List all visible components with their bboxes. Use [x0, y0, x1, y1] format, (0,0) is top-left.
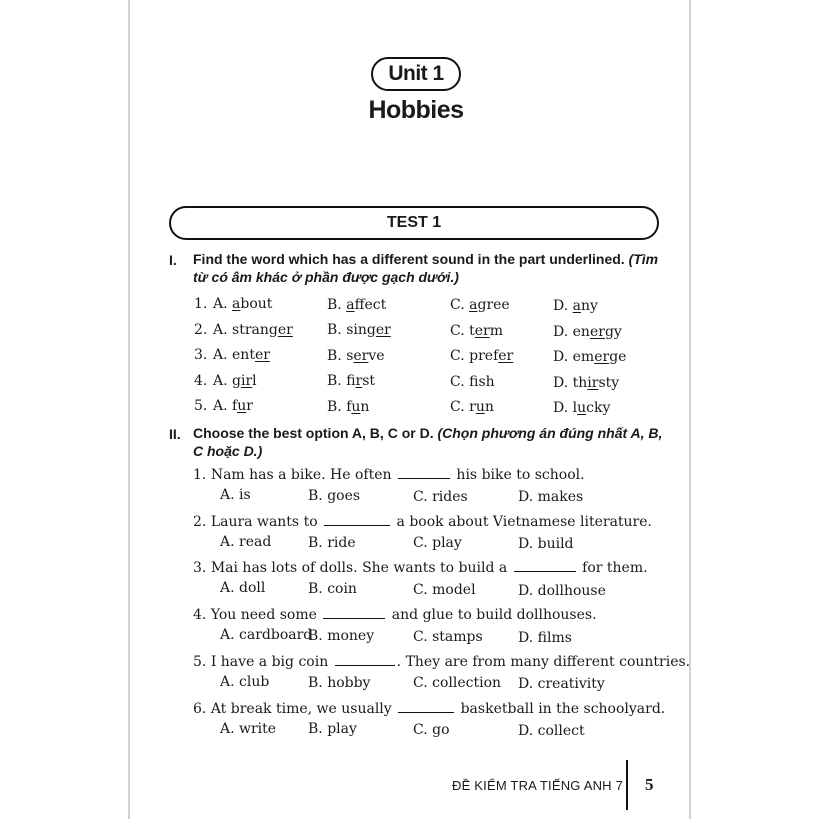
- option-letter: A.: [213, 296, 233, 312]
- word-part: sh: [478, 373, 495, 390]
- stem-after: for them.: [577, 560, 648, 577]
- answer-option: A. is: [220, 487, 251, 503]
- option-letter: C.: [450, 322, 470, 339]
- page-edge-left: [128, 0, 130, 819]
- question-number: 5.: [193, 653, 211, 670]
- word-part: pref: [469, 348, 499, 365]
- question-number: 4.: [193, 607, 211, 624]
- answer-option: C. stamps: [413, 628, 483, 645]
- word-part: ve: [368, 347, 385, 364]
- underlined-part: er: [353, 347, 369, 364]
- question-number: 3.: [193, 560, 211, 577]
- answer-option: [450, 348, 513, 364]
- word-part: sing: [346, 322, 376, 339]
- word-part: g: [232, 372, 241, 389]
- option-letter: C.: [450, 348, 470, 365]
- word-part: cky: [586, 400, 611, 417]
- unit-label: Unit 1: [388, 62, 444, 85]
- word-part: th: [572, 374, 588, 391]
- footer-book-title: ĐỀ KIỂM TRA TIẾNG ANH 7: [452, 778, 623, 793]
- word-part: l: [252, 372, 257, 389]
- word-part: sty: [598, 374, 620, 391]
- underlined-part: u: [577, 400, 587, 417]
- question-number: 6.: [193, 700, 211, 717]
- word-part: f: [346, 373, 356, 390]
- question-stem: [193, 513, 652, 530]
- answer-option: B. hobby: [308, 674, 371, 691]
- page-number: 5: [645, 775, 654, 794]
- word-part: n: [360, 398, 370, 415]
- stem-after: . They are from many different countries.: [396, 653, 691, 670]
- underlined-part: er: [594, 349, 610, 366]
- test-title: TEST 1: [386, 214, 442, 231]
- underlined-part: er: [589, 323, 605, 340]
- answer-option: [553, 298, 598, 314]
- question-number: 4.: [194, 372, 208, 389]
- answer-option: B. goes: [308, 487, 361, 504]
- stem-before: Nam has a bike. He often: [210, 467, 396, 483]
- stem-before: I have a big coin: [210, 653, 333, 670]
- answer-option: [553, 375, 619, 391]
- answer-option: C. collection: [413, 675, 502, 692]
- word-part: n: [484, 399, 494, 416]
- answer-option: [213, 296, 272, 312]
- section-2-instruction-en: Choose the best option A, B, C or D.: [193, 425, 434, 441]
- answer-option: [327, 322, 391, 338]
- answer-option: [553, 349, 626, 365]
- answer-option: [553, 400, 610, 416]
- stem-before: At break time, we usually: [210, 700, 397, 717]
- answer-option: D. makes: [518, 489, 584, 506]
- word-part: strang: [232, 321, 278, 338]
- word-part: st: [362, 373, 376, 390]
- option-letter: A.: [213, 347, 233, 363]
- word-part: l: [572, 400, 578, 417]
- option-letter: B.: [327, 322, 347, 339]
- underlined-part: er: [474, 322, 490, 339]
- word-part: ffect: [354, 296, 387, 313]
- answer-option: [327, 348, 385, 364]
- unit-badge: [371, 57, 461, 91]
- option-letter: A.: [213, 398, 233, 414]
- section-1-number: I.: [169, 252, 177, 268]
- option-letter: D.: [553, 298, 573, 315]
- word-part: ent: [232, 347, 255, 363]
- section-2-instruction: [193, 424, 673, 460]
- answer-blank: [323, 606, 385, 619]
- unit-title: Hobbies: [368, 96, 464, 124]
- underlined-part: er: [254, 347, 270, 363]
- stem-before: Mai has lots of dolls. She wants to build a: [210, 560, 512, 577]
- answer-option: A. write: [220, 720, 277, 737]
- underlined-part: u: [351, 398, 361, 415]
- answer-option: [327, 399, 369, 415]
- underlined-part: er: [498, 348, 514, 365]
- option-letter: B.: [327, 347, 347, 364]
- page-edge-right: [689, 0, 691, 819]
- underlined-part: u: [475, 399, 485, 416]
- footer-divider: [626, 760, 628, 810]
- answer-option: D. build: [518, 536, 574, 553]
- test-title-bar: [169, 206, 659, 240]
- answer-option: [450, 323, 503, 339]
- underlined-part: u: [237, 398, 247, 414]
- underlined-part: a: [232, 296, 241, 312]
- answer-option: [213, 373, 257, 389]
- answer-option: [327, 373, 375, 389]
- answer-option: [213, 398, 253, 414]
- stem-before: You need some: [210, 607, 322, 624]
- word-part: m: [489, 322, 504, 339]
- answer-option: [450, 297, 510, 313]
- answer-option: [213, 347, 270, 363]
- question-stem: [193, 700, 665, 717]
- question-number: 5.: [194, 398, 208, 414]
- word-part: ny: [581, 298, 598, 315]
- section-2-instruction-vi: (Chọn phương án đúng nhất A, B, C hoặc D.): [193, 425, 663, 459]
- underlined-part: a: [572, 298, 581, 315]
- answer-option: C. play: [413, 535, 462, 552]
- word-part: t: [469, 322, 475, 339]
- word-part: r: [469, 399, 476, 416]
- question-number: 2.: [194, 321, 208, 338]
- option-letter: D.: [553, 349, 573, 366]
- question-stem: [193, 606, 597, 623]
- underlined-part: er: [277, 321, 293, 338]
- option-letter: D.: [553, 323, 573, 340]
- word-part: bout: [240, 296, 273, 312]
- answer-option: [327, 297, 386, 313]
- underlined-part: er: [375, 322, 391, 339]
- option-letter: A.: [213, 372, 233, 389]
- answer-option: [213, 322, 293, 338]
- answer-option: A. club: [220, 673, 270, 690]
- answer-option: B. ride: [308, 534, 356, 551]
- word-part: gy: [604, 323, 622, 340]
- word-part: en: [572, 323, 590, 340]
- question-number: 1.: [194, 296, 208, 312]
- stem-after: his bike to school.: [451, 467, 585, 483]
- answer-option: C. rides: [413, 488, 468, 505]
- answer-option: D. films: [518, 629, 572, 646]
- word-part: em: [572, 349, 595, 366]
- answer-option: B. money: [308, 627, 375, 644]
- answer-option: C. go: [413, 722, 450, 739]
- underlined-part: a: [346, 296, 355, 313]
- question-number: 1.: [193, 467, 211, 483]
- word-part: r: [246, 398, 253, 414]
- answer-option: A. cardboard: [220, 627, 313, 644]
- option-letter: C.: [450, 297, 470, 314]
- answer-option: D. dollhouse: [518, 582, 606, 599]
- option-letter: A.: [213, 321, 233, 338]
- answer-blank: [398, 466, 450, 479]
- question-number: 3.: [194, 347, 208, 363]
- answer-option: [553, 324, 622, 340]
- question-stem: [193, 559, 648, 576]
- question-number: 2.: [193, 513, 211, 530]
- underlined-part: ir: [355, 373, 363, 390]
- underlined-part: a: [469, 297, 478, 314]
- answer-blank: [398, 700, 454, 713]
- answer-option: D. creativity: [518, 676, 605, 693]
- option-letter: B.: [327, 296, 347, 313]
- option-letter: C.: [450, 373, 470, 390]
- answer-option: B. play: [308, 721, 357, 738]
- option-letter: D.: [553, 374, 573, 391]
- word-part: f: [346, 398, 352, 415]
- answer-option: B. coin: [308, 581, 357, 598]
- word-part: ge: [609, 349, 627, 366]
- question-stem: [193, 466, 585, 483]
- word-part: s: [346, 347, 354, 364]
- section-1-instruction: [193, 250, 673, 286]
- answer-blank: [324, 513, 390, 526]
- answer-option: A. read: [220, 533, 272, 550]
- option-letter: B.: [327, 398, 347, 415]
- option-letter: B.: [327, 373, 347, 390]
- answer-option: C. model: [413, 582, 476, 598]
- section-2-number: II.: [169, 426, 181, 442]
- word-part: gree: [477, 297, 510, 314]
- section-1-instruction-vi: (Tìm từ có âm khác ở phần được gạch dưới.): [193, 251, 659, 285]
- answer-blank: [335, 653, 395, 666]
- word-part: f: [469, 373, 479, 390]
- answer-option: [450, 399, 494, 415]
- answer-blank: [514, 559, 576, 572]
- section-1-instruction-en: Find the word which has a different sound in the part underlined.: [193, 251, 625, 267]
- answer-option: D. collect: [518, 722, 585, 739]
- underlined-part: ir: [587, 374, 599, 391]
- underlined-part: ir: [240, 372, 253, 389]
- option-letter: D.: [553, 400, 573, 417]
- stem-after: basketball in the schoolyard.: [456, 700, 666, 717]
- question-stem: [193, 653, 690, 670]
- stem-after: and glue to build dollhouses.: [387, 607, 597, 624]
- option-letter: C.: [450, 399, 470, 416]
- answer-option: [450, 374, 495, 390]
- stem-after: a book about Vietnamese literature.: [392, 513, 652, 530]
- answer-option: A. doll: [220, 580, 266, 597]
- stem-before: Laura wants to: [210, 513, 323, 530]
- word-part: f: [232, 398, 238, 414]
